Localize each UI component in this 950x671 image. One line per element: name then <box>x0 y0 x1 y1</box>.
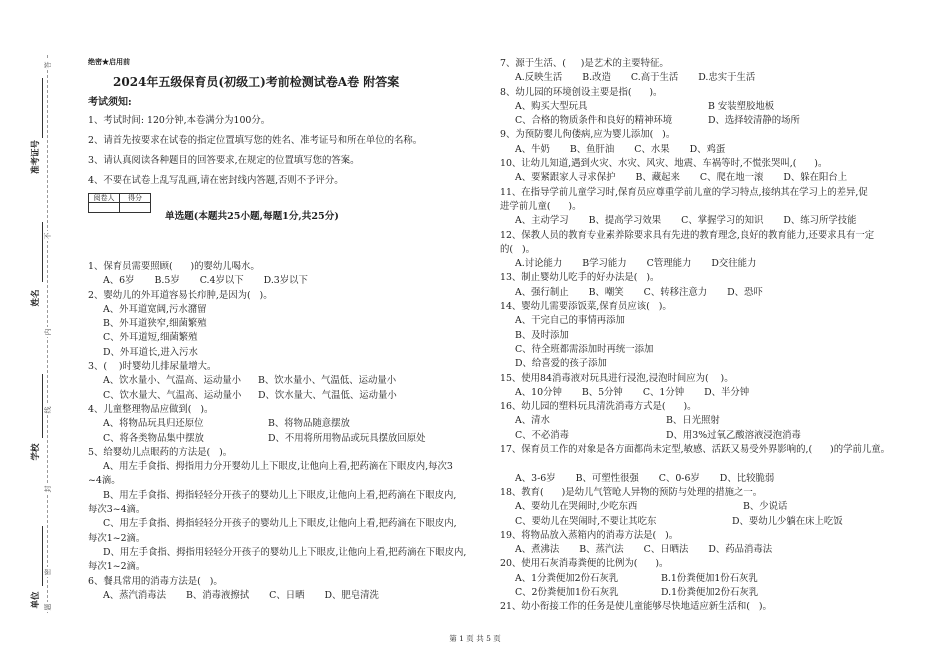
question-stem: 20、使用石灰消毒粪便的比例为( )。 <box>500 558 669 570</box>
answer-options-row <box>88 274 496 288</box>
page-title: 2024年五级保育员(初级工)考前检测试卷A卷 附答案 <box>113 75 400 89</box>
answer-options-row <box>500 357 920 371</box>
answer-option: D、恐吓 <box>727 286 763 298</box>
question-stem: 15、使用84消毒液对玩具进行浸泡,浸泡时间应为( )。 <box>500 372 734 384</box>
answer-option: C、转移注意力 <box>643 286 708 298</box>
answer-options-row <box>88 303 496 317</box>
answer-option: B、日光照射 <box>666 415 720 427</box>
question-item <box>500 128 920 157</box>
unit-write-line <box>42 526 43 586</box>
answer-option: B、嘲笑 <box>588 286 624 298</box>
question-stem: 8、幼儿园的环境创设主要是指( )。 <box>500 86 663 98</box>
question-stem: 2、婴幼儿的外耳道容易长疖肿,是因为( )。 <box>88 289 273 301</box>
answer-options-row <box>500 343 920 357</box>
answer-option: A、煮沸法 <box>515 544 560 556</box>
answer-option-continuation: ~4滴。 <box>88 475 121 487</box>
answer-option-continuation: 每次1~2滴。 <box>88 532 146 544</box>
answer-option: D、鸡蛋 <box>689 143 726 155</box>
seal-char: 线 <box>44 406 52 414</box>
answer-options-row <box>500 314 920 328</box>
question-item <box>500 400 920 443</box>
answer-option: D、比较脆弱 <box>719 472 775 484</box>
answer-option: B、5分钟 <box>581 386 623 398</box>
question-stem: 4、儿童整理物品应做到( )。 <box>88 403 214 415</box>
answer-option: A.讨论能力 <box>515 258 563 270</box>
answer-option: D、躲在阳台上 <box>783 172 848 184</box>
answer-options-row <box>88 374 496 388</box>
answer-option: A、购买大型玩具 <box>515 100 588 112</box>
question-item <box>88 289 496 360</box>
answer-option: C、将各类物品集中摆放 <box>103 432 204 444</box>
answer-option: D、用左手食指、拇指用轻轻分开孩子的婴幼儿上下眼皮,让他向上看,把药滴在下眼皮内, <box>103 546 467 558</box>
answer-option: C、2份粪便加1份石灰乳 <box>515 586 619 598</box>
answer-option: D、半分钟 <box>704 386 750 398</box>
answer-option: C.4岁以下 <box>199 275 244 287</box>
score-header: 得分 <box>120 194 151 203</box>
answer-options-row <box>500 286 920 300</box>
binding-margin <box>0 0 70 671</box>
answer-option: D、外耳道长,进入污水 <box>103 346 198 358</box>
question-stem: 9、为预防婴儿佝偻病,应为婴儿添加( )。 <box>500 129 676 141</box>
answer-option: D、用3%过氧乙酸溶液浸泡消毒 <box>666 429 801 441</box>
answer-option: C、不必消毒 <box>515 429 570 441</box>
answer-option: D、肥皂清洗 <box>324 589 379 601</box>
question-item <box>500 529 920 558</box>
instruction-item: 2、请首先按要求在试卷的指定位置填写您的姓名、准考证号和所在单位的名称。 <box>88 135 423 146</box>
answer-options-row <box>88 432 496 446</box>
question-stem: 13、制止婴幼儿吃手的好办法是( )。 <box>500 272 660 284</box>
answer-option: B、少说话 <box>743 501 788 513</box>
answer-options-row <box>500 572 920 586</box>
answer-option: A.反映生活 <box>515 72 563 84</box>
question-item <box>88 575 496 604</box>
answer-option: A、饮水量小、气温高、运动量小 <box>103 375 242 387</box>
question-stem: 16、幼儿园的塑料玩具清洗消毒方式是( )。 <box>500 401 697 413</box>
question-stem: 10、让幼儿知道,遇到火灾、水灾、风灾、地震、车祸等时,不慌张哭叫,( )。 <box>500 158 828 170</box>
answer-option: C.高于生活 <box>630 72 679 84</box>
section-heading: 单选题(本题共25小题,每题1分,共25分) <box>165 211 339 222</box>
answer-option: C、要幼儿在哭闹时,不要让其吃东 <box>515 515 657 527</box>
answer-option: C、0-6岁 <box>658 472 700 484</box>
answer-option: A、牛奶 <box>515 143 550 155</box>
answer-options-row <box>88 346 496 360</box>
answer-option: C、外耳道短,细菌繁殖 <box>103 332 198 344</box>
answer-option: B、鱼肝油 <box>569 143 615 155</box>
answer-options-row <box>500 71 920 85</box>
answer-option: B、消毒液擦拭 <box>186 589 250 601</box>
answer-option: B 安装塑胶地板 <box>708 100 775 112</box>
seal-char: 不 <box>44 232 52 240</box>
score-box <box>88 193 151 213</box>
question-item <box>500 57 920 86</box>
question-stem: 17、保育员工作的对象是各方面都尚未定型,敏感、活跃又易受外界影响的,( )的学前儿童。 <box>500 444 890 456</box>
answer-option: A、主动学习 <box>515 215 569 227</box>
question-item <box>500 229 920 272</box>
answer-options-row <box>88 331 496 345</box>
answer-options-row <box>500 257 920 271</box>
answer-option: A、6岁 <box>103 275 135 287</box>
answer-option: C、爬在地一滚 <box>699 172 764 184</box>
answer-options-row <box>500 543 920 557</box>
answer-option: A、将物品玩具归还原位 <box>103 418 204 430</box>
answer-options-row <box>500 515 920 529</box>
answer-options-row <box>500 329 920 343</box>
answer-option: B.1份粪便加1份石灰乳 <box>661 572 758 584</box>
answer-option: C、日晒法 <box>643 544 689 556</box>
answer-options-row <box>500 114 920 128</box>
question-stem: 19、将物品放入蒸箱内的消毒方法是( )。 <box>500 529 679 541</box>
question-item <box>500 271 920 300</box>
question-item <box>500 486 920 529</box>
answer-option: B、饮水量小、气温低、运动量小 <box>258 375 397 387</box>
blank-line <box>500 457 920 471</box>
question-stem: 18、教育( )是幼儿气管呛人异物的预防与处理的措施之一。 <box>500 486 763 498</box>
seal-char: 内 <box>44 328 52 336</box>
answer-option: A、蒸汽消毒法 <box>103 589 167 601</box>
answer-option: A、强行制止 <box>515 286 569 298</box>
instruction-item: 4、不要在试卷上乱写乱画,请在密封线内答题,否则不予评分。 <box>88 175 344 186</box>
answer-option: C、日晒 <box>269 589 305 601</box>
answer-option: B.改造 <box>582 72 611 84</box>
question-item <box>500 300 920 371</box>
instructions-heading: 考试须知: <box>88 97 132 108</box>
answer-options-row <box>500 414 920 428</box>
answer-option: D.3岁以下 <box>263 275 308 287</box>
answer-option: A、要幼儿在哭闹时,少吃东西 <box>515 501 638 513</box>
answer-option: A、干完自己的事情再添加 <box>515 315 625 327</box>
question-stem: 14、婴幼儿需要添饭菜,保育员应该( )。 <box>500 301 672 313</box>
question-item <box>88 403 496 446</box>
question-stem: 12、保教人员的教育专业素养除要求具有先进的教育理念,良好的教育能力,还要求具有一定 <box>500 229 875 241</box>
answer-option: B、外耳道狭窄,细菌繁殖 <box>103 318 207 330</box>
answer-options-row <box>500 586 920 600</box>
seal-char: 封 <box>44 485 52 493</box>
grader-header: 阅卷人 <box>89 194 120 203</box>
answer-option: B、将物品随意摆放 <box>268 418 350 430</box>
answer-option: D、药品消毒法 <box>708 544 773 556</box>
answer-options-row <box>88 417 496 431</box>
question-stem: 1、保育员需要照顾( )的婴幼儿喝水。 <box>88 261 260 272</box>
answer-option-continuation: 每次3~4滴。 <box>88 504 146 516</box>
score-cell <box>120 203 151 213</box>
answer-option: D.1份粪便加2份石灰乳 <box>661 586 759 598</box>
answer-options-row <box>500 171 920 185</box>
question-stem: 6、餐具常用的消毒方法是( )。 <box>88 575 223 587</box>
question-stem: 11、在指导学前儿童学习时,保育员应尊重学前儿童的学习特点,接纳其在学习上的差异,促 <box>500 186 868 198</box>
answer-option: D、不用将所用物品或玩具摆放回原处 <box>268 432 426 444</box>
question-item <box>500 186 920 229</box>
answer-options-row <box>88 317 496 331</box>
answer-option: C、饮水量大、气温高、运动量小 <box>103 389 242 401</box>
answer-option: C管理能力 <box>646 258 692 270</box>
answer-options-row <box>500 143 920 157</box>
answer-options-row <box>88 389 496 403</box>
answer-option: B、可塑性很强 <box>575 472 639 484</box>
answer-option: D、饮水量大、气温低、运动量小 <box>258 389 397 401</box>
question-item <box>88 446 496 575</box>
answer-option: A、10分钟 <box>515 386 562 398</box>
question-stem: 的( )。 <box>500 243 536 255</box>
answer-option: B、用左手食指、拇指轻轻分开孩子的婴幼儿上下眼皮,让他向上看,把药滴在下眼皮内, <box>103 489 457 501</box>
instruction-item: 1、考试时间: 120分钟,本卷满分为100分。 <box>88 115 271 126</box>
instruction-item: 3、请认真阅读各种题目的回答要求,在规定的位置填写您的答案。 <box>88 155 360 166</box>
answer-options-row <box>500 214 920 228</box>
answer-option: B、及时添加 <box>515 329 569 341</box>
answer-option: C、待全班都需添加时再统一添加 <box>515 343 654 355</box>
seal-char: 答 <box>44 61 52 69</box>
answer-option: D.忠实于生活 <box>698 72 756 84</box>
answer-option: C、掌握学习的知识 <box>681 215 764 227</box>
answer-option: C、水果 <box>634 143 670 155</box>
left-question-column <box>88 260 496 603</box>
answer-option: A、清水 <box>515 415 550 427</box>
answer-option: B.5岁 <box>154 275 180 287</box>
answer-option: A、外耳道宽阔,污水潴留 <box>103 303 207 315</box>
question-stem: 7、源于生活、( )是艺术的主要特征。 <box>500 58 669 69</box>
question-item <box>500 157 920 186</box>
question-item <box>500 86 920 129</box>
question-stem: 5、给婴幼儿点眼药的方法是( )。 <box>88 446 233 458</box>
unit-label: 单位 <box>31 591 41 609</box>
question-item <box>88 260 496 289</box>
answer-options-row <box>500 472 920 486</box>
question-item <box>500 600 920 614</box>
answer-option: C、合格的物质条件和良好的精神环境 <box>515 115 673 127</box>
answer-options-row <box>500 500 920 514</box>
exam-id-write-line <box>42 78 43 138</box>
answer-options-row <box>500 429 920 443</box>
answer-option: B、提高学习效果 <box>588 215 662 227</box>
answer-option: D、要幼儿少躺在床上吃饭 <box>732 515 843 527</box>
answer-option: C、用左手食指、拇指轻轻分开孩子的婴幼儿上下眼皮,让他向上看,把药滴在下眼皮内, <box>103 518 457 530</box>
grader-cell <box>89 203 120 213</box>
question-item <box>500 443 920 486</box>
answer-option: C、1分钟 <box>642 386 685 398</box>
answer-option: D、选择较清静的场所 <box>708 115 800 127</box>
answer-option: D、练习所学技能 <box>783 215 857 227</box>
confidential-mark: 绝密★启用前 <box>88 57 130 66</box>
answer-options-row <box>88 589 496 603</box>
answer-options-row <box>500 100 920 114</box>
answer-option: A、3-6岁 <box>515 472 556 484</box>
answer-options-row <box>500 386 920 400</box>
question-item <box>500 557 920 600</box>
question-item <box>88 360 496 403</box>
answer-option: B、蒸汽法 <box>579 544 624 556</box>
school-label: 学校 <box>31 443 41 461</box>
question-item <box>500 372 920 401</box>
answer-option: D、给喜爱的孩子添加 <box>515 358 607 370</box>
answer-option: A、用左手食指、拇指用力分开婴幼儿上下眼皮,让他向上看,把药滴在下眼皮内,每次3 <box>103 461 453 473</box>
answer-option: D交往能力 <box>711 258 757 270</box>
question-stem: 21、幼小衔接工作的任务是使儿童能够尽快地适应新生活和( )。 <box>500 601 772 613</box>
seal-char: 密 <box>44 568 52 576</box>
exam-id-label: 准考证号 <box>31 140 41 175</box>
answer-option-continuation: 每次1~2滴。 <box>88 561 146 573</box>
page-footer: 第 1 页 共 5 页 <box>449 634 501 643</box>
name-label: 姓名 <box>31 289 41 307</box>
right-question-column <box>500 57 920 615</box>
answer-option: B、藏起来 <box>635 172 680 184</box>
seal-char: 题 <box>44 603 52 611</box>
answer-option: A、1分粪便加2份石灰乳 <box>515 572 619 584</box>
question-stem: 进学前儿童( )。 <box>500 200 582 212</box>
answer-option: B学习能力 <box>582 258 627 270</box>
answer-option: A、要紧跟家人寻求保护 <box>515 172 616 184</box>
question-stem: 3、( )时婴幼儿排尿量增大。 <box>88 361 217 373</box>
instructions-list <box>88 114 493 194</box>
